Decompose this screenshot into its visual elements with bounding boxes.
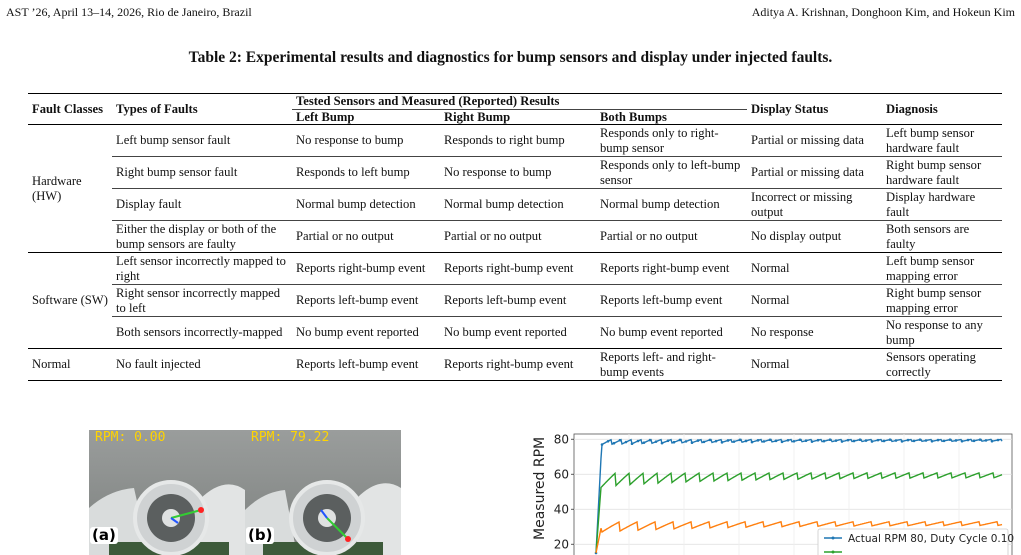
series-point (757, 439, 760, 442)
series-point (733, 440, 736, 443)
series-point (949, 438, 952, 441)
series-point (955, 439, 958, 442)
header-left-bump: Left Bump (296, 109, 355, 124)
series-point (745, 440, 748, 443)
cell-both: Responds only to right-bump sensor (600, 126, 719, 155)
cell-type: Left bump sensor fault (116, 133, 231, 148)
series-point (961, 440, 964, 443)
series-point (925, 439, 928, 442)
table-row (28, 157, 1002, 189)
table-row (28, 189, 1002, 221)
cell-right: Normal bump detection (444, 197, 564, 212)
cell-diagnosis: Left bump sensor mapping error (886, 254, 975, 283)
header-types-of-faults: Types of Faults (116, 101, 198, 116)
cell-display: Normal (751, 357, 790, 372)
photo-b (245, 430, 401, 555)
cell-type: Right bump sensor fault (116, 165, 238, 180)
cell-diagnosis: Display hardware fault (886, 190, 976, 219)
series-point (601, 443, 604, 446)
cell-both: No bump event reported (600, 325, 723, 340)
series-point (889, 438, 892, 441)
table-row (28, 253, 1002, 285)
cell-right: Partial or no output (444, 229, 542, 244)
series-point (787, 439, 790, 442)
series-point (691, 441, 694, 444)
cell-right: Responds to right bump (444, 133, 565, 148)
series-point (835, 439, 838, 442)
series-point (907, 439, 910, 442)
cell-display: Partial or missing data (751, 133, 864, 148)
header-diagnosis: Diagnosis (886, 101, 938, 116)
table-row (28, 285, 1002, 317)
cell-type: Right sensor incorrectly mapped to left (116, 286, 281, 315)
y-tick-label: 80 (553, 432, 569, 447)
cell-display: Normal (751, 261, 790, 276)
cell-diagnosis: No response to any bump (886, 318, 983, 347)
cell-type: Left sensor incorrectly mapped to right (116, 254, 286, 283)
cell-diagnosis: Both sensors are faulty (886, 222, 970, 251)
cell-diagnosis: Right bump sensor hardware fault (886, 158, 982, 187)
series-point (967, 439, 970, 442)
rpm-readout-a: RPM: 0.00 (95, 430, 166, 445)
series-point (661, 442, 664, 445)
series-point (739, 439, 742, 442)
series-point (655, 440, 658, 443)
cell-right: No response to bump (444, 165, 552, 180)
cell-diagnosis: Sensors operating correctly (886, 350, 976, 379)
series-point (865, 439, 868, 442)
series-point (793, 440, 796, 443)
cell-left: Partial or no output (296, 229, 394, 244)
table-row (28, 317, 1002, 349)
cell-type: Display fault (116, 197, 182, 212)
y-tick-label: 60 (553, 467, 569, 482)
cell-diagnosis: Left bump sensor hardware fault (886, 126, 975, 155)
header-tested-sensors: Tested Sensors and Measured (Reported) Results (292, 94, 747, 110)
cell-left: No bump event reported (296, 325, 419, 340)
series-point (931, 440, 934, 443)
group-label-normal: Normal (32, 357, 71, 372)
series-point (679, 439, 682, 442)
series-point (871, 440, 874, 443)
results-table (28, 93, 1002, 381)
series-point (805, 439, 808, 442)
series-point (673, 441, 676, 444)
series-point (685, 440, 688, 443)
cell-right: Reports right-bump event (444, 261, 574, 276)
series-point (781, 441, 784, 444)
header-fault-classes: Fault Classes (32, 101, 104, 116)
cell-left: Responds to left bump (296, 165, 410, 180)
group-label-software: Software (SW) (32, 293, 108, 308)
cell-type: No fault injected (116, 357, 201, 372)
series-point (667, 439, 670, 442)
series-point (607, 440, 610, 443)
y-tick-label: 20 (553, 537, 569, 552)
series-point (811, 440, 814, 443)
series-point (637, 440, 640, 443)
cell-type: Either the display or both of the bump sensors are faulty (116, 222, 277, 251)
series-point (991, 440, 994, 443)
cell-both: Reports left-bump event (600, 293, 723, 308)
cell-both: Reports left- and right-bump events (600, 350, 716, 379)
series-point (775, 440, 778, 443)
cell-display: Partial or missing data (751, 165, 864, 180)
table-row (28, 125, 1002, 157)
header-right-bump: Right Bump (444, 109, 511, 124)
series-point (853, 440, 856, 443)
series-point (799, 438, 802, 441)
series-point (901, 440, 904, 443)
series-point (943, 440, 946, 443)
cell-display: No display output (751, 229, 842, 244)
series-point (715, 440, 718, 443)
table-header-row (28, 94, 1002, 110)
series-point (769, 438, 772, 441)
series-point (631, 442, 634, 445)
legend-marker (832, 551, 835, 554)
series-point (877, 439, 880, 442)
cell-diagnosis: Right bump sensor mapping error (886, 286, 982, 315)
series-point (703, 441, 706, 444)
rpm-chart (530, 430, 1021, 555)
cell-right: Reports left-bump event (444, 293, 567, 308)
series-point (751, 441, 754, 444)
series-point (823, 440, 826, 443)
series-point (895, 439, 898, 442)
series-point (883, 440, 886, 443)
series-point (859, 438, 862, 441)
series-point (613, 442, 616, 445)
cell-both: Reports right-bump event (600, 261, 730, 276)
series-point (697, 439, 700, 442)
photo-a (89, 430, 245, 555)
cell-both: Normal bump detection (600, 197, 720, 212)
cell-left: Reports left-bump event (296, 293, 419, 308)
series-point (763, 440, 766, 443)
running-header-right: Aditya A. Krishnan, Donghoon Kim, and Hokeun Kim (751, 5, 1015, 19)
series-point (973, 440, 976, 443)
cell-left: Reports left-bump event (296, 357, 419, 372)
cell-left: Normal bump detection (296, 197, 416, 212)
series-point (985, 439, 988, 442)
series-point (727, 439, 730, 442)
cell-both: Partial or no output (600, 229, 698, 244)
header-both-bumps: Both Bumps (600, 109, 667, 124)
series-point (643, 441, 646, 444)
series-point (919, 438, 922, 441)
y-tick-label: 40 (553, 502, 569, 517)
y-axis-label: Measured RPM (532, 436, 548, 540)
series-point (649, 439, 652, 442)
table-caption: Table 2: Experimental results and diagnostics for bump sensors and display under injected faults. (188, 49, 833, 66)
cell-left: Reports right-bump event (296, 261, 426, 276)
series-point (937, 439, 940, 442)
cell-display: Incorrect or missing output (751, 190, 853, 219)
group-label-hardware: Hardware (HW) (32, 174, 82, 203)
series-point (979, 438, 982, 441)
series-point (625, 441, 628, 444)
series-point (847, 439, 850, 442)
header-display-status: Display Status (751, 101, 829, 116)
series-point (841, 440, 844, 443)
cell-right: Reports right-bump event (444, 357, 574, 372)
running-header-left: AST ’26, April 13–14, 2026, Rio de Janeiro, Brazil (6, 5, 252, 19)
rpm-chart-svg (530, 430, 1021, 555)
table-row (28, 221, 1002, 253)
series-point (817, 439, 820, 442)
cell-right: No bump event reported (444, 325, 567, 340)
cell-type: Both sensors incorrectly-mapped (116, 325, 283, 340)
subfigure-label-b: (b) (248, 526, 273, 544)
cell-display: Normal (751, 293, 790, 308)
series-point (721, 441, 724, 444)
series-point (619, 439, 622, 442)
series-point (997, 439, 1000, 442)
table-row (28, 349, 1002, 381)
rpm-readout-b: RPM: 79.22 (251, 430, 330, 445)
subfigure-label-a: (a) (92, 526, 116, 544)
legend-marker (832, 537, 835, 540)
series-point (709, 439, 712, 442)
series-point (913, 440, 916, 443)
series-point (829, 438, 832, 441)
cell-left: No response to bump (296, 133, 404, 148)
legend-label: Actual RPM 80, Duty Cycle 0.10 (848, 533, 1015, 545)
cell-both: Responds only to left-bump sensor (600, 158, 741, 187)
cell-display: No response (751, 325, 814, 340)
